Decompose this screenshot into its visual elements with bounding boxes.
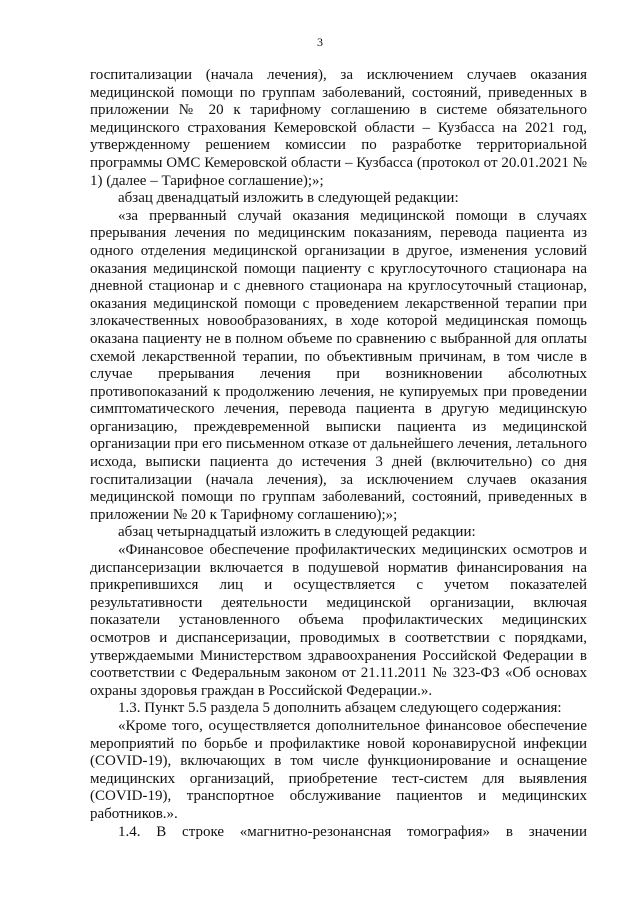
- document-body: [90, 67, 587, 841]
- paragraph-7: «Кроме того, осуществляется дополнительное финансовое обеспечение мероприятий по борьбе и профилактике новой коронавирусной инфекции (COVID-19), включающих в том числе функционирование и оснащение медицинских организаций, приобретение тест-систем для выявления (COVID-19), транспортное обслуживание пациентов и медицинских работников.».: [90, 717, 587, 822]
- paragraph-2: абзац двенадцатый изложить в следующей редакции:: [118, 190, 459, 207]
- paragraph-4: абзац четырнадцатый изложить в следующей редакции:: [118, 524, 476, 541]
- paragraph-3: «за прерванный случай оказания медицинской помощи в случаях прерывания лечения по медицинским показаниям, перевода пациента из одного отделения медицинской организации в другое, изменения условий оказания медицинской помощи пациенту с круглосуточного стационара на дневной стационар и с дневного стационара на круглосуточный стационар, оказания медицинской помощи с проведением лекарственной терапии при злокачественных новообразованиях, в ходе которой медицинская помощь оказана пациенту не в полном объеме по сравнению с выбранной для оплаты схемой лекарственной терапии, по объективным причинам, в том числе в случае прерывания лечения при возникновении абсолютных противопоказаний к продолжению лечения, не купируемых при проведении симптоматического лечения, перевода пациента в другую медицинскую организацию, преждевременной выписки пациента из медицинской организации при его письменном отказе от дальнейшего лечения, летального исхода, выписки пациента до истечения 3 дней (включительно) со дня госпитализации (начала лечения), за исключением случаев оказания медицинской помощи по группам заболеваний, состояний, приведенных в приложении № 20 к Тарифному соглашению);»;: [90, 207, 587, 523]
- paragraph-5: «Финансовое обеспечение профилактических медицинских осмотров и диспансеризации включается в подушевой норматив финансирования на прикрепившихся лиц и осуществляется с учетом показателей результативности деятельности медицинской организации, включая показатели установленного объема профилактических медицинских осмотров и диспансеризации, проводимых в соответствии с порядками, утверждаемыми Министерством здравоохранения Российской Федерации в соответствии с Федеральным законом от 21.11.2011 № 323-ФЗ «Об основах охраны здоровья граждан в Российской Федерации.».: [90, 542, 587, 699]
- paragraph-8: 1.4. В строке «магнитно-резонансная томография» в значении: [118, 823, 587, 840]
- paragraph-1: госпитализации (начала лечения), за исключением случаев оказания медицинской помощи по группам заболеваний, состояний, приведенных в приложении № 20 к тарифному соглашению в системе обязательного медицинского страхования Кемеровской области – Кузбасса на 2021 год, утвержденному решением комиссии по разработке территориальной программы ОМС Кемеровской области – Кузбасса (протокол от 20.01.2021 № 1) (далее – Тарифное соглашение);»;: [90, 67, 587, 189]
- paragraph-6: 1.3. Пункт 5.5 раздела 5 дополнить абзацем следующего содержания:: [118, 700, 562, 717]
- page-number: 3: [317, 35, 323, 49]
